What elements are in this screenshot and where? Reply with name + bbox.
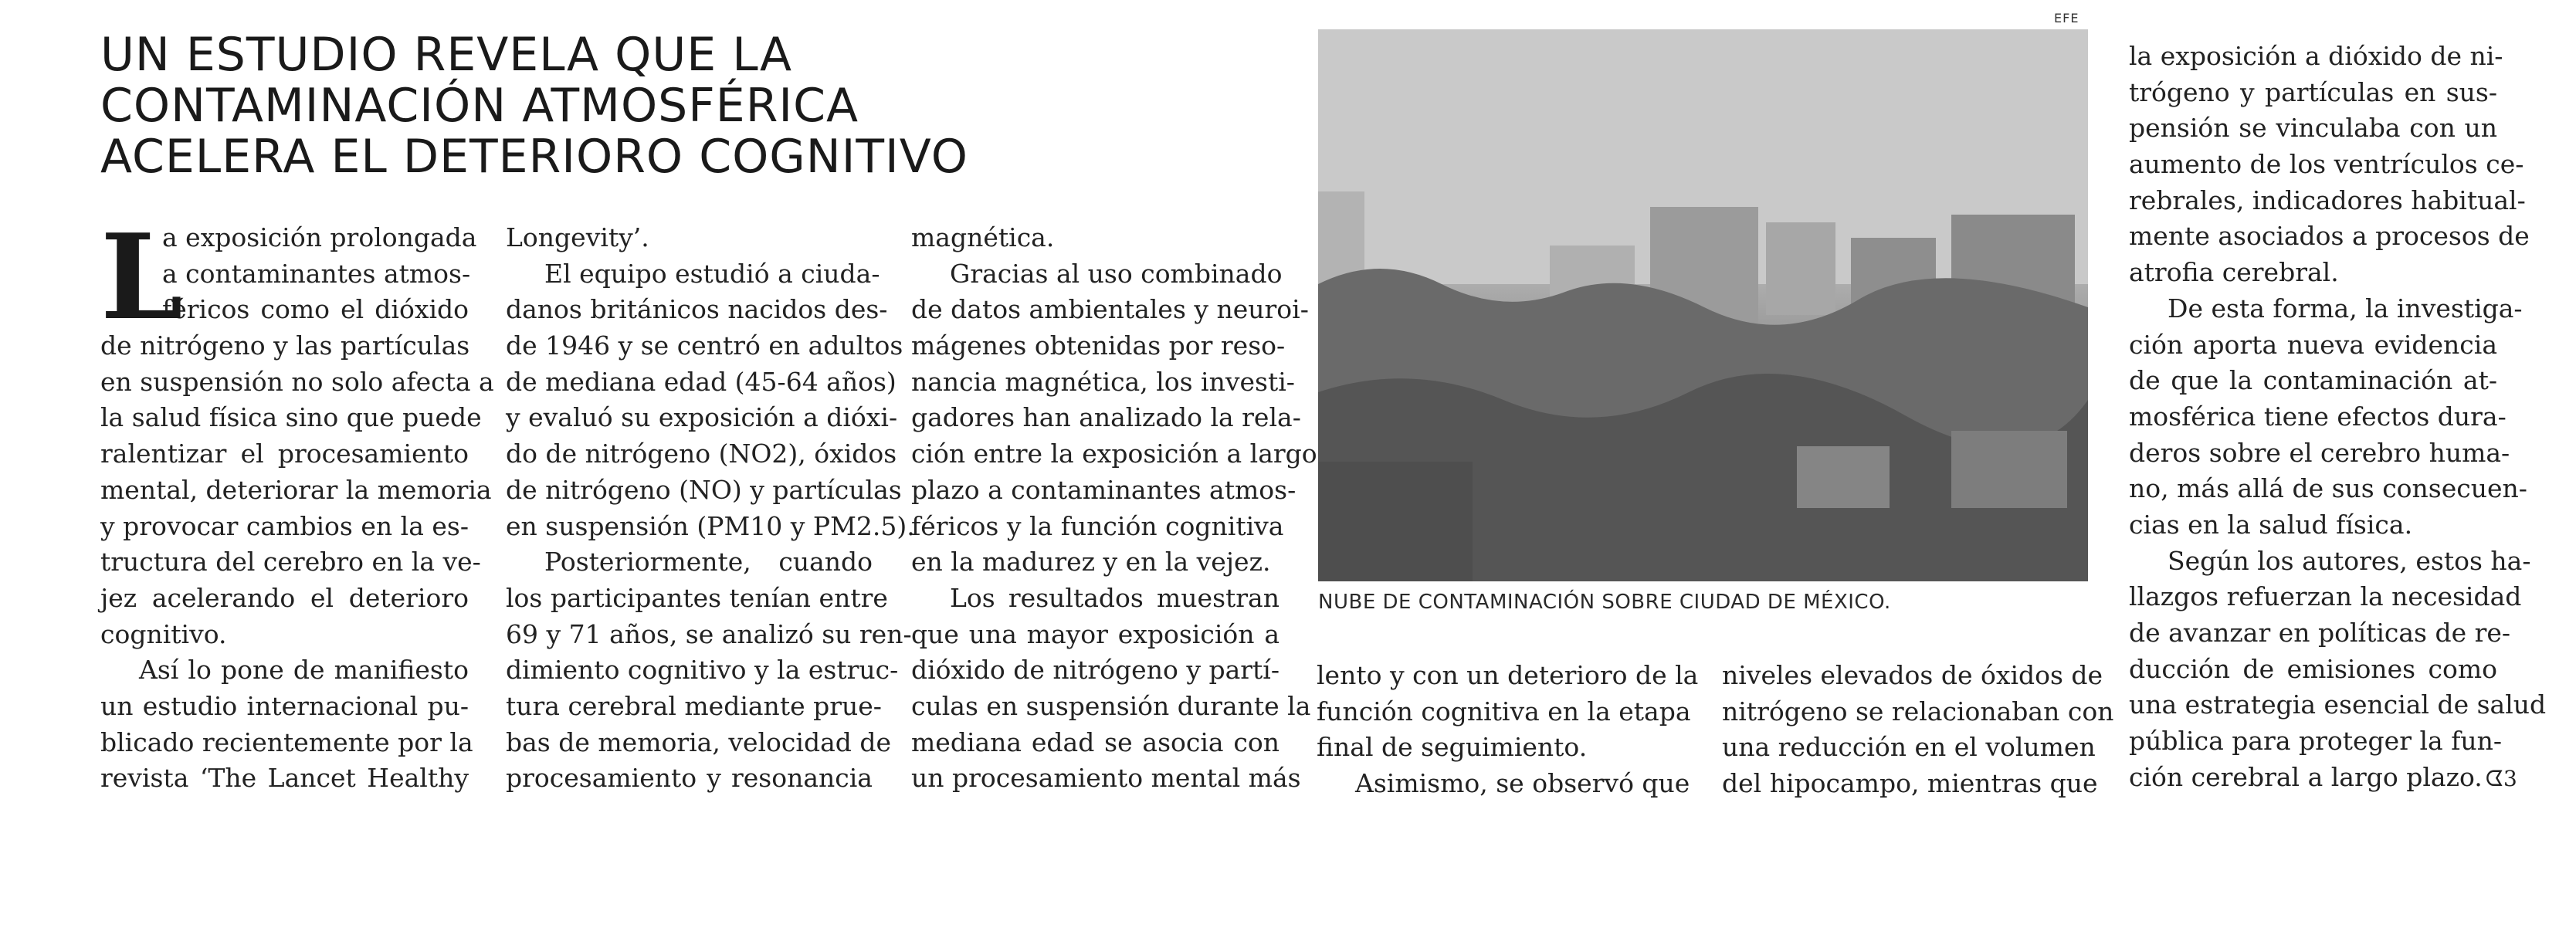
- text-line: ducción de emisiones como: [2129, 653, 2497, 684]
- text-line: mental, deteriorar la memoria: [100, 474, 492, 505]
- text-line: un estudio internacional pu-: [100, 690, 469, 721]
- text-line: de nitrógeno (NO) y partículas: [506, 474, 902, 505]
- text-line: en suspensión (PM10 y PM2.5).: [506, 510, 915, 541]
- smog-city-photo: [1318, 29, 2088, 581]
- text-line: [2129, 760, 2517, 796]
- text-line: do de nitrógeno (NO2), óxidos: [506, 439, 897, 469]
- text-line: de nitrógeno y las partículas: [100, 330, 470, 361]
- city-skyline-illustration: [1318, 29, 2088, 581]
- text-line: blicado recientemente por la: [100, 726, 473, 757]
- text-line: final de seguimiento.: [1317, 732, 1588, 763]
- text-line: gadores han analizado la rela-: [911, 402, 1301, 433]
- text-line: de datos ambientales y neuroi-: [911, 294, 1309, 325]
- text-line: una estrategia esencial de salud: [2129, 689, 2547, 720]
- text-line: deros sobre el cerebro huma-: [2129, 437, 2510, 468]
- text-line: en suspensión no solo afecta a: [100, 366, 494, 397]
- text-line: y evaluó su exposición a dióxi-: [506, 402, 898, 433]
- text-line: tructura del cerebro en la ve-: [100, 547, 481, 577]
- building: [1951, 431, 2067, 508]
- text-line: niveles elevados de óxidos de: [1722, 660, 2103, 690]
- article-column-5: [1722, 658, 2114, 802]
- text-line: dimiento cognitivo y la estruc-: [506, 655, 899, 686]
- text-line: rebrales, indicadores habitual-: [2129, 185, 2526, 215]
- text-line: ralentizar el procesamiento: [100, 439, 469, 469]
- text-line: El equipo estudió a ciuda-: [544, 258, 880, 289]
- text-line: Posteriormente, cuando: [544, 547, 873, 577]
- text-line: lento y con un deterioro de la: [1317, 660, 1699, 690]
- text-line: no, más allá de sus consecuen-: [2129, 473, 2527, 504]
- text-line: 69 y 71 años, se analizó su ren-: [506, 618, 912, 649]
- text-line: función cognitiva en la etapa: [1317, 696, 1691, 726]
- text-line: de 1946 y se centró en adultos: [506, 330, 903, 361]
- text-line: jez acelerando el deterioro: [100, 582, 469, 613]
- text-line: Así lo pone de manifiesto: [139, 655, 469, 686]
- text-line: plazo a contaminantes atmos-: [911, 474, 1296, 505]
- end-mark-icon: ᗧ3: [2485, 765, 2517, 791]
- building: [1318, 191, 1364, 284]
- text-line: la exposición a dióxido de ni-: [2129, 41, 2503, 71]
- text-line: cognitivo.: [100, 618, 227, 649]
- text-line: dióxido de nitrógeno y partí-: [911, 655, 1280, 686]
- building: [1766, 222, 1835, 315]
- text-line: bas de memoria, velocidad de: [506, 726, 892, 757]
- text-line: a contaminantes atmos-: [162, 258, 471, 289]
- text-line: ción aporta nueva evidencia: [2129, 329, 2497, 360]
- text-line: nitrógeno se relacionaban con: [1722, 696, 2114, 726]
- photo-credit: EFE: [2054, 11, 2079, 25]
- text-line: cias en la salud física.: [2129, 509, 2413, 540]
- text-line: de mediana edad (45-64 años): [506, 366, 897, 397]
- text-line: mosférica tiene efectos dura-: [2129, 401, 2507, 432]
- article-column-2: [506, 220, 915, 797]
- text-line: Gracias al uso combinado: [950, 258, 1283, 289]
- text-line: revista ‘The Lancet Healthy: [100, 763, 469, 794]
- text-line: trógeno y partículas en sus-: [2129, 76, 2497, 107]
- text-line: ción entre la exposición a largo: [911, 439, 1317, 469]
- text-line: a exposición prolongada: [162, 222, 477, 252]
- text-line: tura cerebral mediante prue-: [506, 690, 882, 721]
- text-line: mediana edad se asocia con: [911, 726, 1280, 757]
- text-line: que una mayor exposición a: [911, 618, 1280, 649]
- headline: [100, 29, 1027, 182]
- text-line: del hipocampo, mientras que: [1722, 768, 2098, 799]
- text-line: Asimismo, se observó que: [1355, 768, 1690, 799]
- text-line: culas en suspensión durante la: [911, 690, 1311, 721]
- text-line: mente asociados a procesos de: [2129, 221, 2530, 252]
- text-line: féricos y la función cognitiva: [911, 510, 1284, 541]
- article-column-6: [2129, 39, 2547, 795]
- text-line: Longevity’.: [506, 222, 649, 252]
- headline-line: UN ESTUDIO REVELA QUE LA: [100, 28, 793, 82]
- text-line: atrofia cerebral.: [2129, 257, 2339, 288]
- article-column-3: [911, 220, 1317, 797]
- text-line: pública para proteger la fun-: [2129, 726, 2503, 757]
- headline-line: CONTAMINACIÓN ATMOSFÉRICA: [100, 79, 859, 133]
- text-line: en la madurez y en la vejez.: [911, 547, 1271, 577]
- photo-caption: NUBE DE CONTAMINACIÓN SOBRE CIUDAD DE MÉXICO.: [1318, 591, 1891, 614]
- drop-cap: L: [100, 208, 183, 346]
- text-line: magnética.: [911, 222, 1055, 252]
- text-line: féricos como el dióxido: [162, 294, 469, 325]
- text-line: De esta forma, la investiga-: [2168, 293, 2523, 323]
- text-line: llazgos refuerzan la necesidad: [2129, 581, 2522, 612]
- text-line: los participantes tenían entre: [506, 582, 888, 613]
- trees-foreground: [1318, 462, 1473, 581]
- text-line: de que la contaminación at-: [2129, 365, 2497, 396]
- article-column-1: [100, 208, 494, 797]
- headline-line: ACELERA EL DETERIORO COGNITIVO: [100, 130, 968, 184]
- text-line: mágenes obtenidas por reso-: [911, 330, 1286, 361]
- text-line: danos británicos nacidos des-: [506, 294, 888, 325]
- text-line: de avanzar en políticas de re-: [2129, 618, 2511, 648]
- text-line: Los resultados muestran: [950, 582, 1280, 613]
- building: [1797, 446, 1890, 508]
- article-column-4: [1317, 658, 1699, 802]
- text-line: una reducción en el volumen: [1722, 732, 2096, 763]
- text-line: aumento de los ventrículos ce-: [2129, 149, 2524, 180]
- text-line: y provocar cambios en la es-: [100, 510, 469, 541]
- text-line: un procesamiento mental más: [911, 763, 1301, 794]
- text-line: nancia magnética, los investi-: [911, 366, 1295, 397]
- text-line-content: ción cerebral a largo plazo.: [2129, 761, 2483, 792]
- text-line: procesamiento y resonancia: [506, 763, 873, 794]
- text-line: pensión se vinculaba con un: [2129, 113, 2497, 144]
- text-line: Según los autores, estos ha-: [2168, 545, 2531, 576]
- text-line: la salud física sino que puede: [100, 402, 482, 433]
